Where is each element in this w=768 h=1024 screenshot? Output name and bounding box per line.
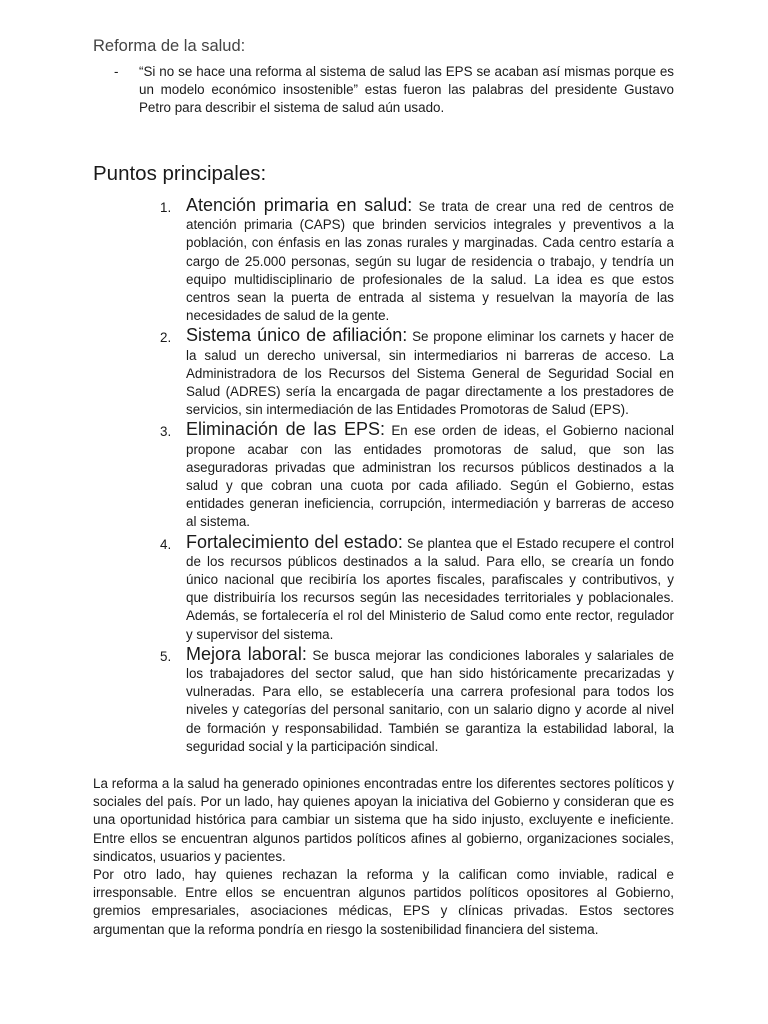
point-number: 1. [160,200,172,215]
conclusion-section [93,775,674,939]
point-number: 3. [160,424,172,440]
point-item [160,196,674,325]
intro-quote: “Si no se hace una reforma al sistema de salud las EPS se acaban así mismas porque es un modelo económico insostenible” estas fueron las palabras del presidente Gustavo Petro para describir el sistema de salud aún usado. [139,64,674,115]
conclusion-paragraph-opposition: Por otro lado, hay quienes rechazan la reforma y la califican como inviable, radical e irresponsable. Entre ellos se encuentran algunos partidos políticos opositores al Gobierno, gremios empresariales, asociaciones médicas, EPS y clínicas privadas. Estos sectores argumentan que la reforma pondría en riesgo la sostenibilidad financiera del sistema. [93,867,674,937]
point-title: Sistema único de afiliación: [186,325,408,346]
point-text: Se propone eliminar los carnets y hacer de la salud un derecho universal, sin intermediarios ni barreras de acceso. La Administradora de los Recursos del Sistema General de Seguridad Social en Salud (ADRES) sería la encargada de pagar directamente a los prestadores de servicios, sin intermediación de las Entidades Promotoras de Salud (EPS). [186,329,674,418]
section-title: Reforma de la salud: [93,37,246,55]
point-text: En ese orden de ideas, el Gobierno nacional propone acabar con las entidades promotoras de salud, que son las aseguradoras privadas que administran los recursos públicos destinados a la salud y que cobran una cuota por cada afiliado. Según el Gobierno, estas entidades generan ineficiencia, corrupción, intermediación y barreras de acceso al sistema. [186,423,675,530]
main-heading: Puntos principales: [93,162,267,185]
point-item [160,645,674,756]
point-text: Se plantea que el Estado recupere el control de los recursos públicos destinados a la salud. Para ello, se crearía un fondo único nacional que recibiría los aportes fiscales, parafiscales y contributivos, y que distribuiría los recursos según las necesidades territoriales y poblacionales. Además, se fortalecería el rol del Ministerio de Salud como ente rector, regulador y supervisor del sistema. [186,535,674,642]
point-item [160,533,674,644]
point-title: Eliminación de las EPS: [186,419,385,440]
point-title: Atención primaria en salud: [186,195,413,215]
dash-bullet: - [114,64,119,79]
point-number: 2. [160,330,172,346]
point-item [160,420,674,531]
point-title: Fortalecimiento del estado: [186,531,403,552]
point-text: Se busca mejorar las condiciones laborales y salariales de los trabajadores del sector salud, que han sido históricamente precarizadas y vulneradas. Para ello, se establecería una carrera profesional para todos los niveles y categorías del personal sanitario, con un salario digno y acorde al nivel de formación y responsabilidad. También se garantiza la estabilidad laboral, la seguridad social y la participación sindical. [186,647,674,754]
conclusion-paragraph-support: La reforma a la salud ha generado opiniones encontradas entre los diferentes sectores políticos y sociales del país. Por un lado, hay quienes apoyan la iniciativa del Gobierno y consideran que es una oportunidad histórica para cambiar un sistema que ha sido injusto, excluyente e ineficiente. Entre ellos se encuentran algunos partidos políticos afines al gobierno, organizaciones sociales, sindicatos, usuarios y pacientes. [93,776,674,864]
point-number: 5. [160,648,172,664]
point-number: 4. [160,536,172,552]
intro-list [114,63,674,117]
point-title: Mejora laboral: [186,643,307,664]
point-text: Se trata de crear una red de centros de atención primaria (CAPS) que brinden servicios integrales y preventivos a la población, con énfasis en las zonas rurales y marginadas. Cada centro estaría a cargo de 25.000 personas, según su lugar de residencia o trabajo, y tendría un equipo multidisciplinario de profesionales de la salud. La idea es que estos centros sean la puerta de entrada al sistema y resuelvan la mayoría de las necesidades de salud de la gente. [186,199,674,324]
point-item [160,326,674,419]
intro-list-item [114,63,674,117]
main-points-list [160,196,674,757]
